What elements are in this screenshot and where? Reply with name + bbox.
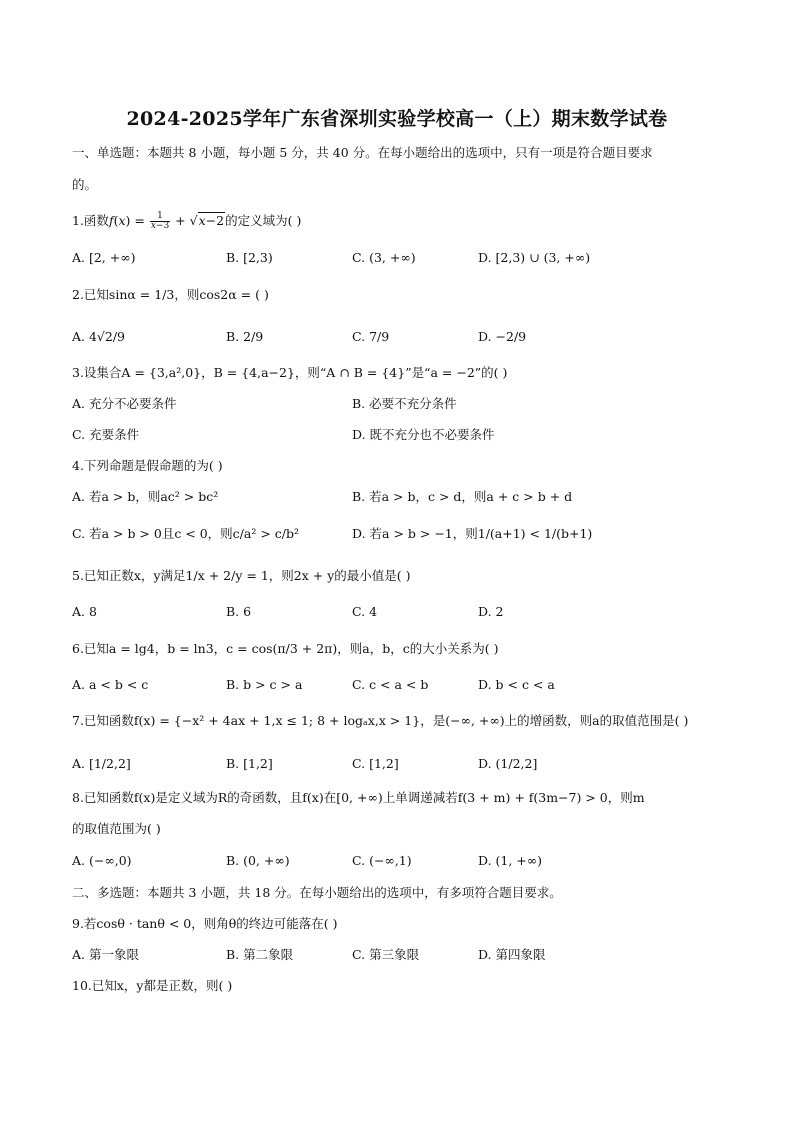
q4-option-d[interactable]: D. 若a > b > −1，则1/(a+1) < 1/(b+1) <box>352 526 593 541</box>
q9-option-a[interactable]: A. 第一象限 <box>72 947 139 962</box>
q2-option-a[interactable]: A. 4√2/9 <box>72 329 126 344</box>
q5-option-c[interactable]: C. 4 <box>352 604 378 619</box>
q9-option-c[interactable]: C. 第三象限 <box>352 947 420 962</box>
q4-option-c[interactable]: C. 若a > b > 0且c < 0，则c/a² > c/b² <box>72 526 300 541</box>
q4-option-a[interactable]: A. 若a > b，则ac² > bc² <box>72 489 219 504</box>
q1-stem-prefix: 1.函数 <box>72 213 109 228</box>
q5-option-d[interactable]: D. 2 <box>478 604 504 619</box>
q6-option-c[interactable]: C. c < a < b <box>352 677 429 692</box>
q9-stem: 9.若cosθ · tanθ < 0，则角θ的终边可能落在( ) <box>72 916 338 931</box>
q3-option-d[interactable]: D. 既不充分也不必要条件 <box>352 427 495 442</box>
section2-heading: 二、多选题：本题共 3 小题，共 18 分。在每小题给出的选项中，有多项符合题目要求。 <box>72 885 562 900</box>
q1-option-d[interactable]: D. [2,3) ∪ (3, +∞) <box>478 250 591 265</box>
q2-option-b[interactable]: B. 2/9 <box>226 329 264 344</box>
q3-stem: 3.设集合A = {3,a²,0}，B = {4,a−2}，则“A ∩ B = {4}”是“a = −2”的( ) <box>72 365 508 380</box>
q7-option-b[interactable]: B. [1,2] <box>226 756 273 771</box>
q8-option-d[interactable]: D. (1, +∞) <box>478 853 543 868</box>
q6-option-b[interactable]: B. b > c > a <box>226 677 303 692</box>
q7-option-c[interactable]: C. [1,2] <box>352 756 399 771</box>
q2-option-c[interactable]: C. 7/9 <box>352 329 390 344</box>
q9-option-d[interactable]: D. 第四象限 <box>478 947 546 962</box>
q1-stem-suffix: 的定义域为( ) <box>225 213 302 228</box>
q8-option-a[interactable]: A. (−∞,0) <box>72 853 132 868</box>
q2-option-d[interactable]: D. −2/9 <box>478 329 527 344</box>
q8-stem-cont: 的取值范围为( ) <box>72 821 161 836</box>
q3-option-b[interactable]: B. 必要不充分条件 <box>352 396 457 411</box>
q5-option-a[interactable]: A. 8 <box>72 604 97 619</box>
exam-title: 2024-2025学年广东省深圳实验学校高一（上）期末数学试卷 <box>126 108 668 130</box>
q5-option-b[interactable]: B. 6 <box>226 604 252 619</box>
q8-option-b[interactable]: B. (0, +∞) <box>226 853 290 868</box>
q7-option-d[interactable]: D. (1/2,2] <box>478 756 538 771</box>
q3-option-c[interactable]: C. 充要条件 <box>72 427 140 442</box>
section1-heading: 一、单选题：本题共 8 小题，每小题 5 分，共 40 分。在每小题给出的选项中，只有一项是符合题目要求 <box>72 145 653 160</box>
q6-option-a[interactable]: A. a < b < c <box>72 677 149 692</box>
section1-heading-cont: 的。 <box>72 177 98 192</box>
q1-stem: 1.函数f(x) = $\frac{1}{x-3}$ + √x−2的定义域为( ) <box>72 211 302 231</box>
q1-option-a[interactable]: A. [2, +∞) <box>72 250 136 265</box>
q2-stem: 2.已知sinα = 1/3，则cos2α = ( ) <box>72 287 269 302</box>
q5-stem: 5.已知正数x，y满足1/x + 2/y = 1，则2x + y的最小值是( ) <box>72 568 411 583</box>
q7-option-a[interactable]: A. [1/2,2] <box>72 756 131 771</box>
q8-stem: 8.已知函数f(x)是定义域为R的奇函数，且f(x)在[0, +∞)上单调递减若f(3 + m) + f(3m−7) > 0，则m <box>72 790 645 805</box>
q7-stem: 7.已知函数f(x) = {−x² + 4ax + 1,x ≤ 1; 8 + logₐx,x > 1}，是(−∞, +∞)上的增函数，则a的取值范围是( ) <box>72 713 689 728</box>
q1-option-b[interactable]: B. [2,3) <box>226 250 273 265</box>
q6-stem: 6.已知a = lg4，b = ln3，c = cos(π/3 + 2π)，则a，b，c的大小关系为( ) <box>72 641 499 656</box>
q3-option-a[interactable]: A. 充分不必要条件 <box>72 396 177 411</box>
q4-option-b[interactable]: B. 若a > b，c > d，则a + c > b + d <box>352 489 573 504</box>
q9-option-b[interactable]: B. 第二象限 <box>226 947 294 962</box>
q8-option-c[interactable]: C. (−∞,1) <box>352 853 412 868</box>
q4-stem: 4.下列命题是假命题的为( ) <box>72 458 223 473</box>
q10-stem: 10.已知x，y都是正数，则( ) <box>72 978 233 993</box>
q6-option-d[interactable]: D. b < c < a <box>478 677 555 692</box>
q1-option-c[interactable]: C. (3, +∞) <box>352 250 416 265</box>
